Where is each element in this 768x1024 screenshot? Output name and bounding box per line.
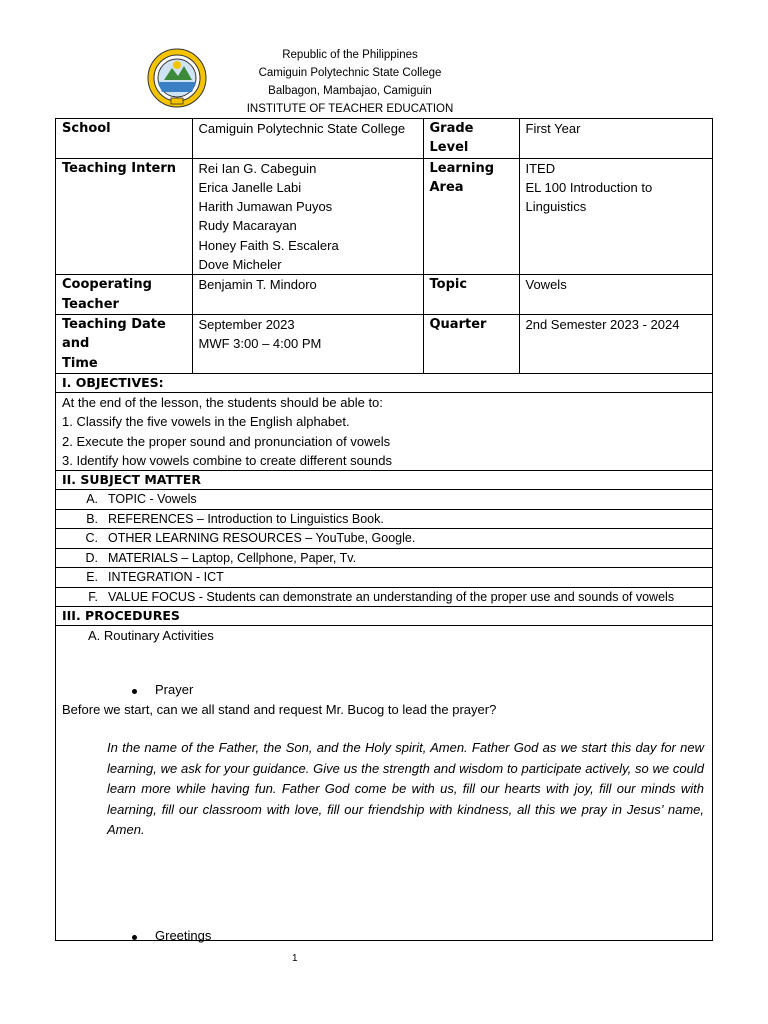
subject-item-letter: D. [85, 550, 98, 565]
subject-item-letter: C. [85, 531, 98, 546]
date-value-line: September 2023 [198, 316, 295, 332]
intern-name: Rei Ian G. Cabeguin [198, 160, 317, 176]
intern-name: Dove Micheler [198, 257, 282, 273]
school-value: Camiguin Polytechnic State College [192, 119, 423, 158]
procedures-heading: III. PROCEDURES [56, 606, 712, 626]
learning-area-line: Linguistics [525, 199, 587, 215]
learning-area-line: ITED [525, 160, 556, 176]
row-cooperating [56, 275, 712, 315]
date-label-line: Teaching Date and [62, 316, 166, 352]
objective-item: 2. Execute the proper sound and pronunciation of vowels [62, 433, 391, 449]
teaching-intern-list [192, 158, 423, 275]
subject-item [56, 490, 712, 510]
date-label-line: Time [62, 355, 98, 371]
row-school [56, 119, 712, 158]
time-value-line: MWF 3:00 – 4:00 PM [198, 336, 322, 352]
cooperating-label-line: Cooperating [62, 277, 152, 293]
objective-item: 3. Identify how vowels combine to create different sounds [62, 453, 393, 469]
subject-item [56, 568, 712, 588]
cooperating-teacher-value: Benjamin T. Mindoro [192, 275, 423, 315]
intern-name: Harith Jumawan Puyos [198, 199, 333, 215]
subject-item-text: TOPIC - Vowels [108, 492, 197, 507]
bullet-greetings [132, 928, 211, 943]
quarter-label: Quarter [423, 314, 519, 373]
topic-label: Topic [423, 275, 519, 315]
learning-area-value [519, 158, 712, 275]
teaching-date-label [56, 314, 192, 373]
subject-item [56, 549, 712, 569]
subject-item-text: MATERIALS – Laptop, Cellphone, Paper, Tv. [108, 550, 357, 565]
grade-level-label: Grade Level [423, 119, 519, 158]
row-intern [56, 158, 712, 275]
objectives-intro: At the end of the lesson, the students should be able to: [62, 394, 383, 410]
routinary-activities: A. Routinary Activities [88, 628, 214, 644]
quarter-value: 2nd Semester 2023 - 2024 [519, 314, 712, 373]
subject-item-text: VALUE FOCUS - Students can demonstrate an understanding of the proper use and sounds of vowels [108, 589, 675, 604]
intern-name: Rudy Macarayan [198, 218, 297, 234]
subject-item [56, 529, 712, 549]
subject-item-letter: E. [86, 570, 98, 585]
intern-name: Honey Faith S. Escalera [198, 237, 339, 253]
intern-name: Erica Janelle Labi [198, 179, 302, 195]
objectives-content [56, 393, 712, 471]
teaching-date-value [192, 314, 423, 373]
header-line-institute: INSTITUTE OF TEACHER EDUCATION [246, 103, 454, 115]
procedures-content [56, 626, 712, 966]
bullet-greetings-label: Greetings [155, 928, 212, 944]
subject-item-text: INTEGRATION - ICT [108, 570, 224, 585]
prayer-request: Before we start, can we all stand and request Mr. Bucog to lead the prayer? [62, 702, 497, 718]
topic-value: Vowels [519, 275, 712, 315]
cooperating-label-line: Teacher [62, 296, 119, 312]
subject-item-text: OTHER LEARNING RESOURCES – YouTube, Google. [108, 531, 416, 546]
subject-item-letter: B. [86, 511, 98, 526]
document-header [200, 46, 500, 118]
subject-item-letter: A. [86, 492, 98, 507]
learning-area-label-line: Learning [429, 160, 495, 176]
grade-level-value: First Year [519, 119, 712, 158]
subject-item-text: REFERENCES – Introduction to Linguistics Book. [108, 511, 384, 526]
objective-item: 1. Classify the five vowels in the English alphabet. [62, 414, 350, 430]
learning-area-label-line: Area [429, 179, 464, 195]
school-label: School [56, 119, 192, 158]
bullet-dot-icon [132, 689, 137, 694]
lesson-plan-document [55, 118, 713, 944]
header-line-college: Camiguin Polytechnic State College [258, 67, 442, 79]
bullet-prayer [132, 682, 193, 697]
row-date [56, 314, 712, 373]
cooperating-teacher-label [56, 275, 192, 315]
bullet-dot-icon [132, 935, 137, 940]
header-line-address: Balbagon, Mambajao, Camiguin [268, 85, 432, 97]
subject-item-letter: F. [88, 589, 98, 604]
subject-matter-heading: II. SUBJECT MATTER [56, 470, 712, 490]
objectives-heading: I. OBJECTIVES: [56, 374, 712, 393]
page-number: 1 [292, 953, 298, 964]
info-table [56, 119, 712, 374]
prayer-text: In the name of the Father, the Son, and the Holy spirit, Amen. Father God as we start this day for new learning, we ask for your guidance. Give us the strength and wisdom to participate actively, so we could learn more while having fun. Father God come be with us, fill our hearts with joy, fill our minds with learning, fill our classroom with love, fill our friendship with kindness, all this we pray in Jesus’ name, Amen. [107, 740, 704, 838]
bullet-prayer-label: Prayer [155, 682, 194, 698]
teaching-intern-label: Teaching Intern [56, 158, 192, 275]
header-line-republic: Republic of the Philippines [282, 49, 418, 61]
learning-area-label [423, 158, 519, 275]
learning-area-line: EL 100 Introduction to [525, 179, 653, 195]
subject-item [56, 588, 712, 607]
subject-item [56, 510, 712, 530]
